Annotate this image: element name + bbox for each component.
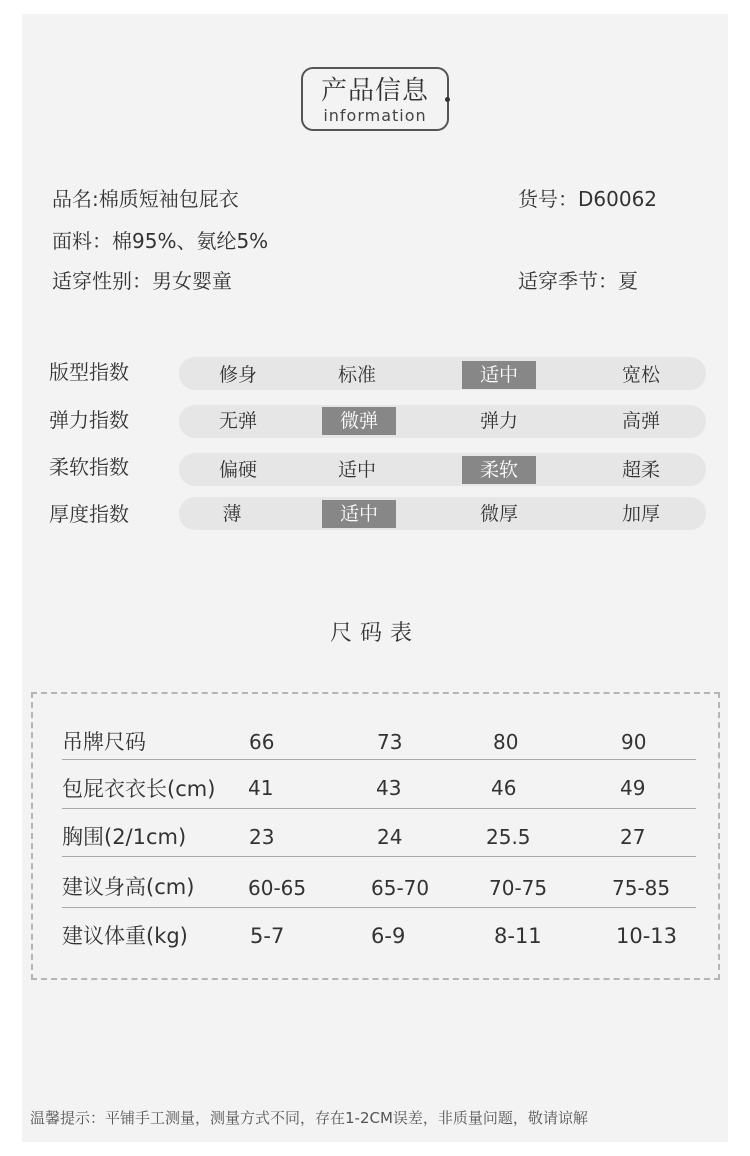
index-option-selected: 适中 bbox=[322, 500, 396, 528]
index-option: 加厚 bbox=[621, 503, 660, 525]
index-option: 无弹 bbox=[218, 410, 257, 432]
size-cell: 65-70 bbox=[371, 876, 430, 900]
size-cell: 70-75 bbox=[489, 876, 548, 900]
index-option: 薄 bbox=[222, 503, 242, 525]
season: 适穿季节：夏 bbox=[518, 269, 638, 293]
index-option: 适中 bbox=[337, 459, 376, 481]
size-cell: 75-85 bbox=[612, 876, 671, 900]
index-label: 版型指数 bbox=[49, 360, 129, 384]
size-cell: 46 bbox=[491, 776, 517, 800]
index-option: 超柔 bbox=[621, 459, 660, 481]
size-row-label: 胸围(2/1cm) bbox=[62, 825, 187, 849]
index-option-selected: 柔软 bbox=[462, 456, 536, 484]
index-label: 弹力指数 bbox=[49, 408, 129, 432]
size-row-label: 包屁衣衣长(cm) bbox=[62, 777, 216, 801]
product-name: 品名:棉质短袖包屁衣 bbox=[52, 187, 239, 211]
index-label: 柔软指数 bbox=[49, 455, 129, 479]
index-option-selected: 适中 bbox=[462, 361, 536, 389]
size-chart-title: 尺码表 bbox=[329, 621, 420, 646]
gender: 适穿性别：男女婴童 bbox=[52, 269, 232, 293]
index-option: 修身 bbox=[218, 364, 257, 386]
size-cell: 8-11 bbox=[494, 924, 542, 948]
size-cell: 73 bbox=[377, 730, 403, 754]
size-cell: 5-7 bbox=[250, 924, 285, 948]
size-row-label: 建议体重(kg) bbox=[62, 924, 188, 948]
size-cell: 25.5 bbox=[486, 825, 531, 849]
header-title: 产品信息 bbox=[320, 76, 429, 106]
table-divider bbox=[62, 856, 696, 857]
size-cell: 43 bbox=[376, 776, 402, 800]
item-number: 货号：D60062 bbox=[518, 187, 658, 211]
size-cell: 41 bbox=[248, 776, 274, 800]
index-option: 宽松 bbox=[621, 364, 660, 386]
index-option: 高弹 bbox=[621, 410, 660, 432]
size-cell: 90 bbox=[621, 730, 647, 754]
index-option: 微厚 bbox=[479, 503, 518, 525]
size-row-label: 吊牌尺码 bbox=[62, 730, 146, 754]
index-option-selected: 微弹 bbox=[322, 407, 396, 435]
table-divider bbox=[62, 907, 696, 908]
size-cell: 10-13 bbox=[616, 924, 678, 948]
fabric: 面料：棉95%、氨纶5% bbox=[52, 229, 269, 253]
size-cell: 6-9 bbox=[371, 924, 406, 948]
size-cell: 80 bbox=[493, 730, 519, 754]
size-cell: 24 bbox=[377, 825, 403, 849]
index-option: 标准 bbox=[337, 364, 376, 386]
table-divider bbox=[62, 759, 696, 760]
index-label: 厚度指数 bbox=[49, 502, 129, 526]
measurement-tip: 温馨提示：平铺手工测量，测量方式不同，存在1-2CM误差，非质量问题，敬请谅解 bbox=[30, 1109, 588, 1127]
size-cell: 23 bbox=[249, 825, 275, 849]
size-cell: 27 bbox=[620, 825, 646, 849]
header-subtitle: information bbox=[323, 106, 427, 125]
size-cell: 60-65 bbox=[248, 876, 307, 900]
index-option: 偏硬 bbox=[218, 459, 257, 481]
size-cell: 49 bbox=[620, 776, 646, 800]
index-option: 弹力 bbox=[479, 410, 518, 432]
table-divider bbox=[62, 808, 696, 809]
size-cell: 66 bbox=[249, 730, 275, 754]
size-row-label: 建议身高(cm) bbox=[62, 875, 195, 899]
